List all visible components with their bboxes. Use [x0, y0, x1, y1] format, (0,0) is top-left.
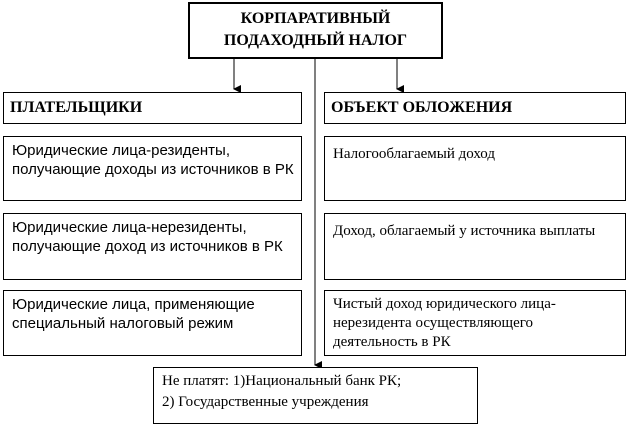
title-line-1: КОРПАРАТИВНЫЙ	[240, 10, 391, 27]
exempt-line-1: Не платят: 1)Национальный банк РК;	[162, 373, 402, 389]
object-heading: ОБЪЕКТ ОБЛОЖЕНИЯ	[324, 92, 626, 124]
exempt-line-2: 2) Государственные учреждения	[162, 394, 369, 410]
object-taxable-income: Налогооблагаемый доход	[324, 136, 626, 201]
object-source-income: Доход, облагаемый у источника выплаты	[324, 213, 626, 280]
object-nonresident-income: Чистый доход юридического лица-нерезидента осуществляющего деятельность в РК	[324, 290, 626, 356]
payers-heading: ПЛАТЕЛЬЩИКИ	[3, 92, 302, 124]
payer-special-regime: Юридические лица, применяющие специальный налоговый режим	[3, 290, 302, 356]
exempt-box	[153, 367, 478, 424]
payer-nonresidents: Юридические лица-нерезиденты, получающие доход из источников в РК	[3, 213, 302, 280]
payer-residents: Юридические лица-резиденты, получающие доходы из источников в РК	[3, 136, 302, 201]
title-line-2: ПОДАХОДНЫЙ НАЛОГ	[223, 32, 408, 49]
title-box	[188, 2, 443, 59]
